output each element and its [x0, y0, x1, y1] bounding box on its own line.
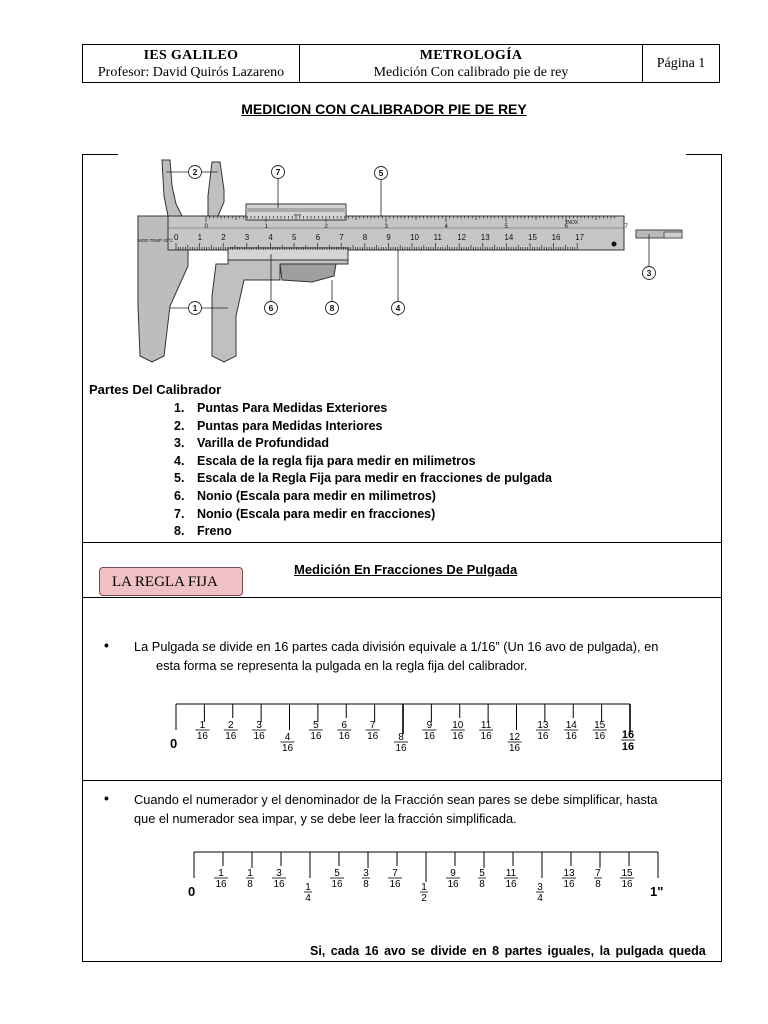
svg-text:11: 11 — [505, 868, 517, 879]
fraction-label — [593, 720, 607, 742]
paragraph-2-line-1: Cuando el numerador y el denominador de la Fracción sean pares se debe simplificar, hasta — [134, 792, 658, 807]
svg-text:16: 16 — [215, 879, 227, 890]
fraction-label — [420, 882, 428, 904]
list-item: 7. Nonio (Escala para medir en fracciones) — [174, 506, 436, 521]
stamp-label: MOD TEMP 20°C — [138, 238, 174, 243]
svg-text:16: 16 — [505, 879, 517, 890]
fraction-label — [309, 720, 323, 742]
mm-scale-number: 7 — [339, 233, 344, 242]
svg-text:16: 16 — [621, 729, 635, 741]
ruler-sixteenths — [160, 700, 660, 762]
svg-text:14: 14 — [565, 720, 577, 731]
paragraph-2-line-2: que el numerador sea impar, y se debe leer la fracción simplificada. — [134, 811, 517, 826]
paragraph-1-line-2: esta forma se representa la pulgada en la regla fija del calibrador. — [156, 658, 528, 673]
mm-scale-number: 0 — [174, 233, 179, 242]
svg-text:5: 5 — [378, 168, 384, 178]
inch-scale-number: 6 — [564, 224, 568, 230]
fraction-label — [422, 720, 436, 742]
svg-text:15: 15 — [621, 868, 633, 879]
list-item: 3. Varilla de Profundidad — [174, 436, 329, 451]
svg-text:7: 7 — [275, 167, 281, 177]
svg-text:2: 2 — [192, 167, 198, 177]
svg-text:6: 6 — [341, 720, 348, 731]
svg-text:3: 3 — [363, 868, 369, 879]
svg-text:11: 11 — [480, 720, 492, 731]
fraction-label — [536, 720, 550, 742]
svg-text:1: 1 — [247, 868, 253, 879]
bullet-2: • — [104, 790, 109, 806]
fraction-label — [479, 720, 493, 742]
fraction-label — [594, 868, 602, 890]
ruler-zero: 0 — [188, 884, 196, 899]
list-item: 5. Escala de la Regla Fija para medir en fracciones de pulgada — [174, 471, 552, 486]
fraction-label — [214, 868, 228, 890]
svg-text:16: 16 — [621, 741, 635, 753]
svg-text:8: 8 — [329, 303, 335, 313]
svg-text:4: 4 — [395, 303, 401, 313]
fraction-label — [304, 882, 312, 904]
fraction-label — [224, 720, 238, 742]
svg-text:16: 16 — [452, 731, 464, 742]
svg-text:16: 16 — [389, 879, 401, 890]
fraction-label — [246, 868, 254, 890]
svg-text:7: 7 — [595, 868, 601, 879]
fraction-label — [272, 868, 286, 890]
mm-scale-number: 8 — [362, 233, 368, 242]
fraction-label — [536, 882, 544, 904]
callout-2 — [189, 166, 202, 179]
fraction-label — [394, 732, 408, 754]
svg-text:16: 16 — [253, 731, 265, 742]
svg-text:16: 16 — [480, 731, 492, 742]
fraction-label — [564, 720, 578, 742]
svg-text:4: 4 — [284, 732, 291, 743]
mm-scale-number: 14 — [504, 233, 514, 242]
section-title: Medición En Fracciones De Pulgada — [294, 562, 518, 577]
svg-text:2: 2 — [227, 720, 234, 731]
teacher-name: Profesor: David Quirós Lazareno — [97, 64, 285, 80]
fraction-label — [504, 868, 518, 890]
mm-scale-number: 10 — [410, 233, 419, 242]
svg-text:16: 16 — [196, 731, 208, 742]
callout-1 — [189, 302, 202, 315]
inch-scale-number: 5 — [504, 224, 508, 230]
bullet-1: • — [104, 637, 109, 653]
mm-scale-number: 11 — [433, 233, 442, 242]
ruler-end: 1" — [650, 884, 664, 899]
svg-text:1: 1 — [421, 882, 427, 893]
callout-5 — [375, 167, 388, 180]
svg-text:13: 13 — [563, 868, 575, 879]
svg-text:16: 16 — [508, 743, 521, 754]
divider-2 — [82, 597, 722, 598]
inch-scale-number: 4 — [444, 224, 448, 230]
inch-scale-number: 0 — [204, 224, 208, 230]
svg-text:8: 8 — [595, 879, 601, 890]
svg-text:16: 16 — [225, 731, 237, 742]
header-subject-cell — [300, 45, 643, 82]
fraction-label — [362, 868, 370, 890]
svg-text:3: 3 — [256, 720, 262, 731]
inch-scale-number: 2 — [324, 224, 328, 230]
svg-text:2: 2 — [421, 893, 427, 904]
svg-text:16: 16 — [395, 743, 407, 754]
svg-text:8: 8 — [247, 879, 253, 890]
svg-text:7: 7 — [392, 868, 398, 879]
ruler-zero: 0 — [170, 736, 178, 751]
callout-7 — [272, 166, 285, 179]
list-item: 1. Puntas Para Medidas Exteriores — [174, 401, 388, 415]
svg-text:9: 9 — [450, 868, 456, 879]
svg-text:16: 16 — [367, 731, 379, 742]
mm-scale-number: 12 — [457, 233, 467, 242]
header-table — [82, 44, 720, 83]
fraction-label — [562, 868, 576, 890]
fraction-label — [330, 868, 344, 890]
mm-scale-number: 6 — [315, 233, 321, 242]
header-page-cell — [643, 45, 719, 82]
svg-text:1: 1 — [199, 720, 206, 731]
svg-text:1: 1 — [192, 303, 198, 313]
mm-scale-number: 3 — [244, 233, 250, 242]
fraction-label — [620, 868, 634, 890]
mm-scale-number: 13 — [480, 233, 490, 242]
list-item: 8. Freno — [174, 524, 232, 539]
svg-text:5: 5 — [334, 868, 340, 879]
divider-1 — [82, 542, 722, 543]
svg-text:8: 8 — [479, 879, 485, 890]
inch-scale-number: 7 — [624, 224, 628, 230]
parts-heading: Partes Del Calibrador — [89, 382, 222, 397]
callout-6 — [265, 302, 278, 315]
list-item: 6. Nonio (Escala para medir en milimetros) — [174, 488, 436, 503]
fraction-label — [281, 732, 295, 754]
list-item: 4. Escala de la regla fija para medir en milimetros — [174, 453, 476, 468]
mm-scale-number: 5 — [292, 233, 297, 242]
svg-text:16: 16 — [563, 879, 575, 890]
svg-text:3: 3 — [537, 882, 543, 893]
svg-text:10: 10 — [452, 720, 464, 731]
callout-4 — [392, 302, 405, 315]
fraction-label — [195, 720, 209, 742]
svg-text:16: 16 — [621, 879, 633, 890]
fraction-label — [451, 720, 465, 742]
page-number: Página 1 — [656, 56, 706, 71]
fraction-label — [366, 720, 380, 742]
svg-text:4: 4 — [305, 893, 311, 904]
mm-scale-number: 1 — [197, 233, 203, 242]
callout-8 — [326, 302, 339, 315]
fraction-label — [478, 868, 486, 890]
mm-scale-number: 4 — [268, 233, 273, 242]
svg-text:5: 5 — [313, 720, 319, 731]
paragraph-1-line-1: La Pulgada se divide en 16 partes cada división equivale a 1/16” (Un 16 avo de pulgada), en — [134, 639, 659, 654]
list-item: 2. Puntas para Medidas Interiores — [174, 418, 383, 433]
fraction-label — [621, 729, 635, 753]
callout-3 — [643, 267, 656, 280]
fraction-label — [508, 732, 522, 754]
inch-scale-number: 3 — [384, 224, 388, 230]
inch-mark-label: inch — [294, 212, 302, 217]
svg-text:16: 16 — [565, 731, 577, 742]
svg-text:16: 16 — [447, 879, 459, 890]
svg-text:13: 13 — [537, 720, 549, 731]
svg-text:8: 8 — [363, 879, 369, 890]
mm-scale-number: 2 — [221, 233, 226, 242]
document-title: MEDICION CON CALIBRADOR PIE DE REY — [241, 101, 527, 117]
svg-text:16: 16 — [338, 731, 350, 742]
svg-text:8: 8 — [398, 732, 404, 743]
svg-text:12: 12 — [508, 732, 521, 743]
svg-text:6: 6 — [268, 303, 274, 313]
mm-scale-number: 17 — [575, 233, 585, 242]
parts-list — [174, 400, 552, 541]
svg-text:16: 16 — [331, 879, 343, 890]
svg-text:3: 3 — [276, 868, 282, 879]
svg-text:15: 15 — [594, 720, 606, 731]
regla-fija-badge: LA REGLA FIJA — [99, 567, 243, 596]
fraction-label — [337, 720, 351, 742]
subject-name: METROLOGÍA — [419, 47, 523, 63]
svg-text:4: 4 — [537, 893, 543, 904]
svg-text:7: 7 — [369, 720, 376, 731]
inch-scale-number: 1 — [264, 224, 268, 230]
mm-scale-number: 9 — [386, 233, 391, 242]
svg-text:16: 16 — [273, 879, 285, 890]
svg-text:16: 16 — [537, 731, 549, 742]
caliper-figure — [116, 156, 696, 366]
svg-text:1: 1 — [305, 882, 311, 893]
brand-label: INOX — [566, 220, 579, 226]
fraction-label — [388, 868, 402, 890]
svg-text:9: 9 — [426, 720, 433, 731]
mm-scale-number: 15 — [528, 233, 537, 242]
svg-text:16: 16 — [310, 731, 322, 742]
svg-text:1: 1 — [218, 868, 224, 879]
svg-text:3: 3 — [646, 268, 652, 278]
mm-scale-number: 16 — [551, 233, 561, 242]
header-school-cell — [83, 45, 300, 82]
svg-text:5: 5 — [479, 868, 485, 879]
topic-name: Medición Con calibrado pie de rey — [373, 64, 569, 80]
divider-3 — [82, 780, 722, 781]
ruler-simplified — [176, 848, 676, 906]
svg-text:16: 16 — [594, 731, 606, 742]
last-line: Si, cada 16 avo se divide en 8 partes iguales, la pulgada queda — [310, 944, 706, 958]
fraction-label — [446, 868, 460, 890]
svg-text:16: 16 — [281, 743, 294, 754]
fraction-label — [252, 720, 266, 742]
school-name: IES GALILEO — [143, 47, 239, 63]
svg-text:16: 16 — [423, 731, 435, 742]
